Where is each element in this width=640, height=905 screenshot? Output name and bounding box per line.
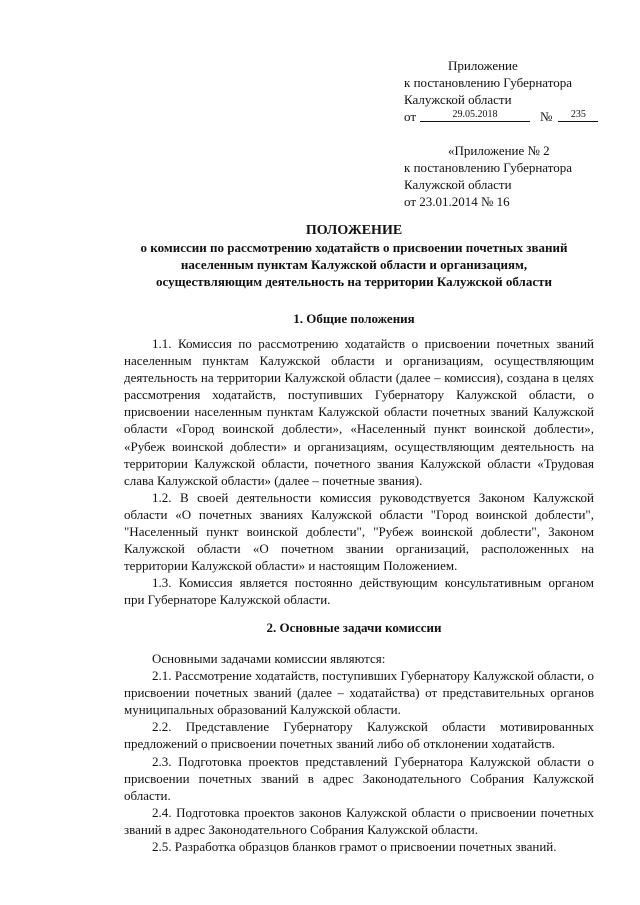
appendix2-region-line: Калужской области [404,177,512,192]
appendix-label: Приложение [448,58,518,73]
paragraph-2-1: 2.1. Рассмотрение ходатайств, поступивших Губернатору Калужской области, о присвоении почетных званий (далее – ходатайства) от представительных органов муниципальных образований Калужской области. [124,668,594,718]
appendix-header [404,57,598,125]
section-2-heading: 2. Основные задачи комиссии [266,620,442,635]
appendix2-header [404,142,572,210]
appendix-date-value: 29.05.2018 [420,109,530,122]
section-1-heading: 1. Общие положения [293,311,415,326]
subtitle-line-2: населенным пунктам Калужской области и организациям, [180,257,528,272]
appendix-region-line: Калужской области [404,92,512,107]
paragraph-1-2: 1.2. В своей деятельности комиссия руководствуется Законом Калужской области «О почетных званиях Калужской области "Город воинской доблести", "Населенный пункт воинской доблести", "Рубеж воинской доблести", Законом Калужской области «О почетном звании организаций, расположенных на территории Калужской области» и настоящим Положением. [124,489,594,574]
appendix-number-label: № [540,109,553,124]
appendix2-decree-line: к постановлению Губернатора [404,160,573,175]
paragraph-2-4: 2.4. Подготовка проектов законов Калужской области о присвоении почетных званий в адрес Законодательного Собрания Калужской области. [124,804,594,837]
section-1-body [124,335,594,609]
subtitle-line-3: осуществляющим деятельность на территории Калужской области [156,274,552,289]
appendix-from-label: от [404,109,417,124]
appendix-number-value: 235 [558,109,598,122]
paragraph-2-5: 2.5. Разработка образцов бланков грамот о присвоении почетных званий. [152,839,557,855]
appendix-decree-line: к постановлению Губернатора [404,75,573,90]
paragraph-2-3: 2.3. Подготовка проектов представлений Губернатора Калужской области о присвоении почетных званий в адрес Законодательного Собрания Калужской области. [124,753,594,803]
appendix2-label: «Приложение № 2 [448,143,550,158]
document-title: ПОЛОЖЕНИЕ [305,223,403,238]
paragraph-1-3: 1.3. Комиссия является постоянно действующим консультативным органом при Губернаторе Калужской области. [124,575,594,608]
document-subtitle [94,239,614,290]
appendix-date-line [404,108,598,125]
paragraph-1-1: 1.1. Комиссия по рассмотрению ходатайств о присвоении почетных званий населенным пунктам Калужской области и организациям, осуществляющим деятельность на территории Калужской области (далее – комиссия), создана в целях рассмотрения ходатайств, поступивших Губернатору Калужской области, о присвоении населенным пунктам Калужской области почетных званий Калужской области «Город воинской доблести», «Населенный пункт воинской доблести», «Рубеж воинской доблести» и организациям, осуществляющим деятельность на территории Калужской области, почетного звания Калужской области «Трудовая слава Калужской области» (далее – почетные звания). [124,336,594,488]
appendix2-date-line: от 23.01.2014 № 16 [404,194,510,209]
subtitle-line-1: о комиссии по рассмотрению ходатайств о присвоении почетных званий [140,240,568,255]
paragraph-2-2: 2.2. Представление Губернатору Калужской области мотивированных предложений о присвоении почетных званий либо об отклонении ходатайств. [124,719,594,752]
section-2-intro: Основными задачами комиссии являются: [152,651,386,666]
section-2-body [124,650,594,855]
